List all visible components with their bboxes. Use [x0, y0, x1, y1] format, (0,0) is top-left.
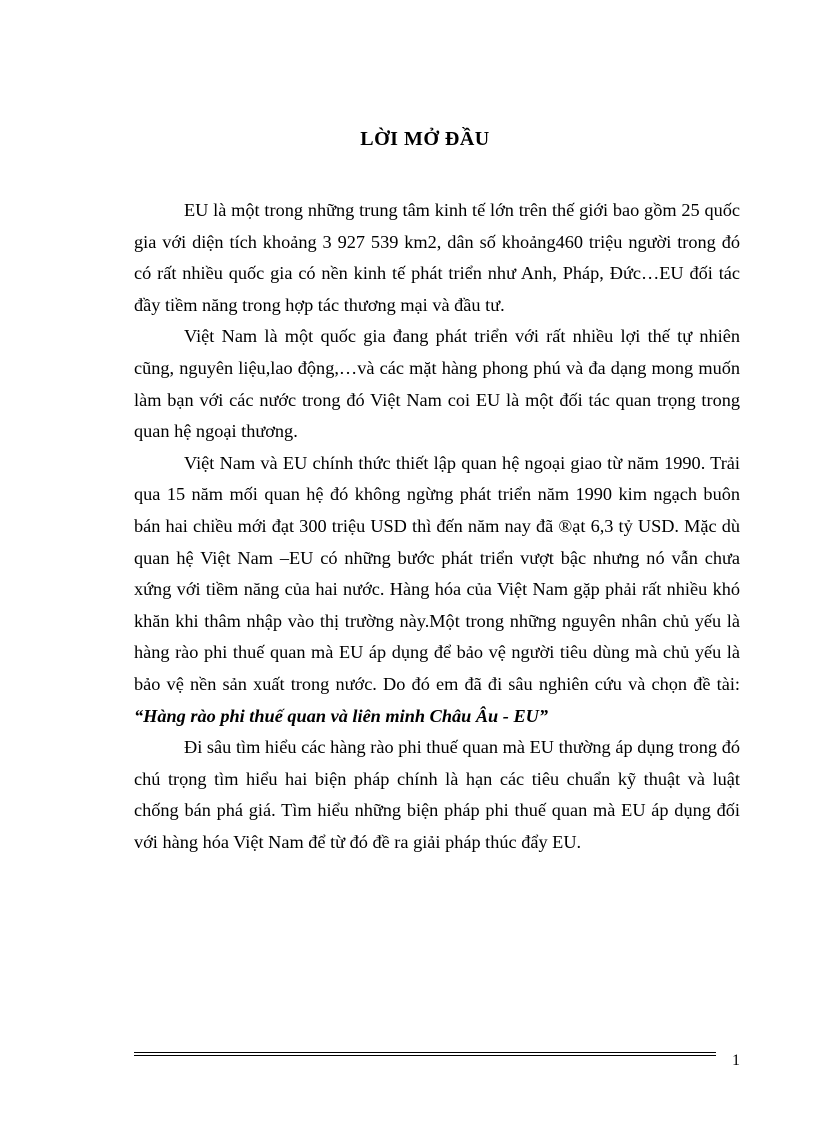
- page-number: 1: [732, 1052, 740, 1069]
- paragraph-1: EU là một trong những trung tâm kinh tế lớn trên thế giới bao gồm 25 quốc gia với diện tích khoảng 3 927 539 km2, dân số khoảng460 triệu người trong đó có rất nhiều quốc gia có nền kinh tế phát triển như Anh, Pháp, Đức…EU đối tác đầy tiềm năng trong hợp tác thương mại và đầu tư.: [134, 200, 740, 315]
- page-title: LỜI MỞ ĐẦU: [360, 128, 490, 150]
- paragraph-4: Đi sâu tìm hiểu các hàng rào phi thuế quan mà EU thường áp dụng trong đó chú trọng tìm hiểu hai biện pháp chính là hạn các tiêu chuẩn kỹ thuật và luật chống bán phá giá. Tìm hiểu những biện pháp phi thuế quan mà EU áp dụng đối với hàng hóa Việt Nam để từ đó đề ra giải pháp thúc đẩy EU.: [134, 737, 740, 852]
- paragraph-3: [134, 448, 740, 732]
- paragraph-3-text: Việt Nam và EU chính thức thiết lập quan hệ ngoại giao từ năm 1990. Trải qua 15 năm mối quan hệ đó không ngừng phát triển năm 1990 kim ngạch buôn bán hai chiều mới đạt 300 triệu USD thì đến năm nay đã ®ạt 6,3 tỷ USD. Mặc dù quan hệ Việt Nam –EU có những bước phát triển vượt bậc nhưng nó vẫn chưa xứng với tiềm năng của hai nước. Hàng hóa của Việt Nam gặp phải rất nhiều khó khăn khi thâm nhập vào thị trường này.Một trong những nguyên nhân chủ yếu là hàng rào phi thuế quan mà EU áp dụng để bảo vệ người tiêu dùng mà chủ yếu là bảo vệ nền sản xuất trong nước. Do đó em đã đi sâu nghiên cứu và chọn đề tài:: [134, 452, 740, 694]
- paragraph-2: Việt Nam là một quốc gia đang phát triển với rất nhiều lợi thế tự nhiên cũng, nguyên liệu,lao động,…và các mặt hàng phong phú và đa dạng mong muốn làm bạn với các nước trong đó Việt Nam coi EU là một đối tác quan trọng trong quan hệ ngoại thương.: [134, 326, 740, 442]
- footer-rule-top: [134, 1052, 716, 1053]
- footer-rule-bottom: [134, 1055, 716, 1056]
- document-body: [134, 195, 740, 858]
- thesis-topic-title: “Hàng rào phi thuế quan và liên minh Châu Âu - EU”: [134, 705, 548, 726]
